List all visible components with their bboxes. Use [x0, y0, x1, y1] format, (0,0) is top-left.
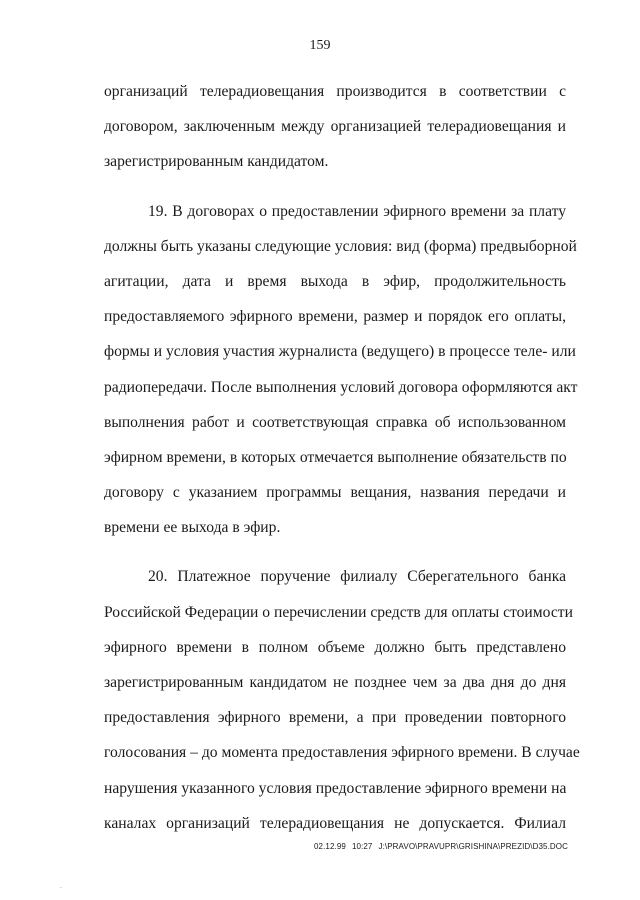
- text-line: 19. В договорах о предоставлении эфирного времени за плату: [148, 202, 566, 220]
- scan-speck: .: [60, 882, 62, 890]
- footer-time: 10:27: [351, 842, 373, 851]
- text-line: нарушения указанного условия предоставление эфирного времени на: [104, 779, 567, 797]
- document-body: [104, 74, 580, 841]
- text-line: радиопередачи. После выполнения условий договора оформляются акт: [104, 378, 578, 396]
- footer-date: 02.12.99: [314, 842, 346, 851]
- text-line: голосования – до момента предоставления эфирного времени. В случае: [104, 744, 580, 762]
- text-line: выполнения работ и соответствующая справка об использованном: [104, 413, 566, 431]
- text-line: времени ее выхода в эфир.: [104, 519, 281, 537]
- text-line: формы и условия участия журналиста (ведущего) в процессе теле- или: [104, 343, 576, 361]
- text-line: предоставляемого эфирного времени, размер и порядок его оплаты,: [104, 308, 566, 326]
- footer-file-path: J:\PRAVO\PRAVUPR\GRISHINA\PREZID\D35.DOC: [378, 842, 568, 851]
- text-line: Российской Федерации о перечислении средств для оплаты стоимости: [104, 603, 573, 621]
- text-line: зарегистрированным кандидатом не позднее чем за два дня до дня: [104, 674, 566, 691]
- text-line: каналах организаций телерадиовещания не допускается. Филиал: [104, 814, 566, 832]
- text-line: зарегистрированным кандидатом.: [104, 153, 329, 171]
- text-line: договору с указанием программы вещания, названия передачи и: [104, 484, 566, 502]
- page-number: 159: [309, 38, 331, 53]
- file-path-footer: [314, 842, 568, 851]
- text-line: эфирного времени в полном объеме должно быть представлено: [104, 638, 566, 656]
- text-line: должны быть указаны следующие условия: вид (форма) предвыборной: [104, 237, 577, 255]
- text-line: эфирном времени, в которых отмечается выполнение обязательств по: [104, 448, 567, 466]
- paragraph: [104, 559, 580, 841]
- text-line: предоставления эфирного времени, а при проведении повторного: [104, 709, 566, 727]
- text-line: 20. Платежное поручение филиалу Сберегательного банка: [148, 568, 566, 586]
- paragraph: [104, 74, 566, 180]
- text-line: агитации, дата и время выхода в эфир, продолжительность: [104, 272, 566, 290]
- text-line: организаций телерадиовещания производится в соответствии с: [104, 83, 566, 100]
- text-line: договором, заключенным между организацией телерадиовещания и: [104, 118, 566, 136]
- paragraph: [104, 194, 578, 546]
